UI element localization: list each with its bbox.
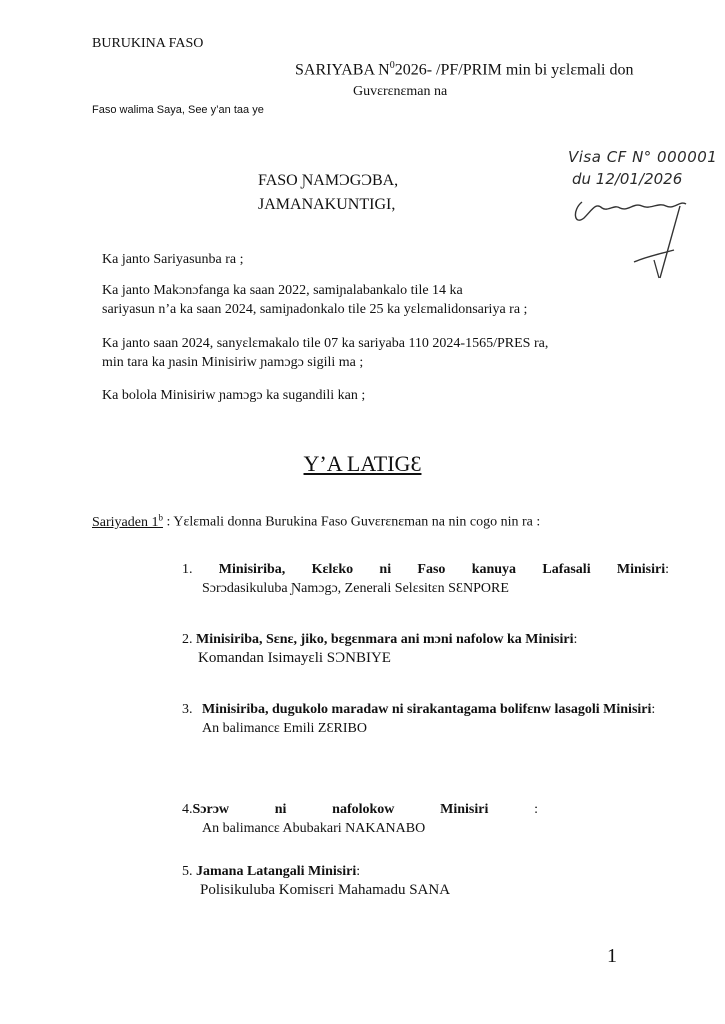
- visa-number: Visa CF N° 000001: [568, 148, 718, 166]
- minister-name: An balimancɛ Emili ZƐRIBO: [202, 721, 367, 736]
- article-text: : Yɛlɛmali donna Burukina Faso Guvɛrɛnɛman na nin cogo nin ra :: [162, 514, 541, 530]
- ministry-name: Minisiriba, Kɛlɛko ni Faso kanuya Lafasali Minisiri: [218, 562, 666, 577]
- decree-title: [295, 60, 633, 79]
- visa-date: du 12/01/2026: [572, 170, 683, 188]
- colon: :: [651, 702, 656, 717]
- preamble-clause-1: Ka janto Sariyasunba ra ;: [102, 252, 244, 267]
- authority-subtitle: JAMANAKUNTIGI,: [258, 196, 396, 213]
- minister-name: Komandan Isimayɛli SƆNBIYE: [198, 650, 391, 666]
- visa-stamp: [562, 140, 718, 285]
- national-motto: Faso walima Saya, See y’an taa ye: [92, 104, 264, 116]
- ministry-name-word: ni: [274, 802, 287, 817]
- item-number: 3.: [182, 702, 193, 717]
- ministry-name-word: Sɔrɔw: [192, 802, 230, 817]
- minister-item-1: [182, 560, 669, 598]
- page-number: 1: [607, 945, 617, 967]
- ministry-name: Minisiriba, Sɛnɛ, jiko, bɛgɛnmara ani mɔni nafolow ka Minisiri: [196, 632, 574, 647]
- preamble-clause-3-line-2: min tara ka ɲasin Minisiriw ɲamɔgɔ sigili ma ;: [102, 355, 364, 370]
- preamble-clause-2: [102, 281, 527, 319]
- decree-subtitle: Guvɛrɛnɛman na: [353, 84, 448, 99]
- article-label-sup: b: [158, 512, 163, 522]
- article-label-text: Sariyaden 1: [92, 514, 159, 530]
- minister-name: Polisikuluba Komisɛri Mahamadu SANA: [200, 882, 451, 898]
- preamble-clause-3: [102, 334, 548, 372]
- preamble-clause-4: Ka bolola Minisiriw ɲamɔgɔ ka sugandili kan ;: [102, 388, 366, 403]
- decree-title-prefix: SARIYABA N: [295, 61, 390, 79]
- decree-title-sup: 0: [389, 60, 395, 71]
- ministry-name-word: Minisiri: [440, 802, 489, 817]
- minister-name: An balimancɛ Abubakari NAKANABO: [202, 821, 426, 836]
- article-1: [92, 512, 540, 531]
- colon: :: [356, 864, 361, 879]
- colon: :: [665, 562, 669, 577]
- ministry-name-word: nafolokow: [332, 802, 395, 817]
- minister-name: Sɔrɔdasikuluba Ɲamɔgɔ, Zenerali Selɛsitɛn SƐNPORE: [202, 581, 509, 596]
- ministry-name: Jamana Latangali Minisiri: [196, 864, 357, 879]
- colon: :: [534, 802, 538, 817]
- item-number: 2.: [182, 632, 193, 647]
- country-name: BURUKINA FASO: [92, 36, 204, 51]
- preamble-clause-2-line-1: Ka janto Makɔnɔfanga ka saan 2022, samiɲalabankalo tile 14 ka: [102, 283, 463, 298]
- item-number: 5.: [182, 864, 193, 879]
- minister-item-3: [182, 700, 669, 738]
- preamble-clause-3-line-1: Ka janto saan 2024, sanyɛlɛmakalo tile 07 ka sariyaba 110 2024-1565/PRES ra,: [102, 336, 549, 351]
- authority-title: FASO ƝAMƆGƆBA,: [258, 172, 399, 189]
- ministry-name: Minisiriba, dugukolo maradaw ni sirakantagama bolifɛnw lasagoli Minisiri: [202, 702, 652, 717]
- item-number: 4.: [182, 802, 193, 817]
- colon: :: [573, 632, 578, 647]
- decree-title-suffix: 2026- /PF/PRIM min bi yɛlɛmali don: [394, 61, 634, 79]
- minister-item-4: [182, 800, 669, 838]
- item-number: 1.: [182, 562, 193, 577]
- minister-item-5: [182, 862, 669, 900]
- decree-heading: Y’A LATIGƐ: [303, 451, 422, 476]
- minister-item-2: [182, 630, 669, 668]
- preamble-clause-2-line-2: sariyasun n’a ka saan 2024, samiɲadonkalo tile 25 ka yɛlɛmalidonsariya ra ;: [102, 302, 528, 317]
- article-label: [92, 512, 163, 530]
